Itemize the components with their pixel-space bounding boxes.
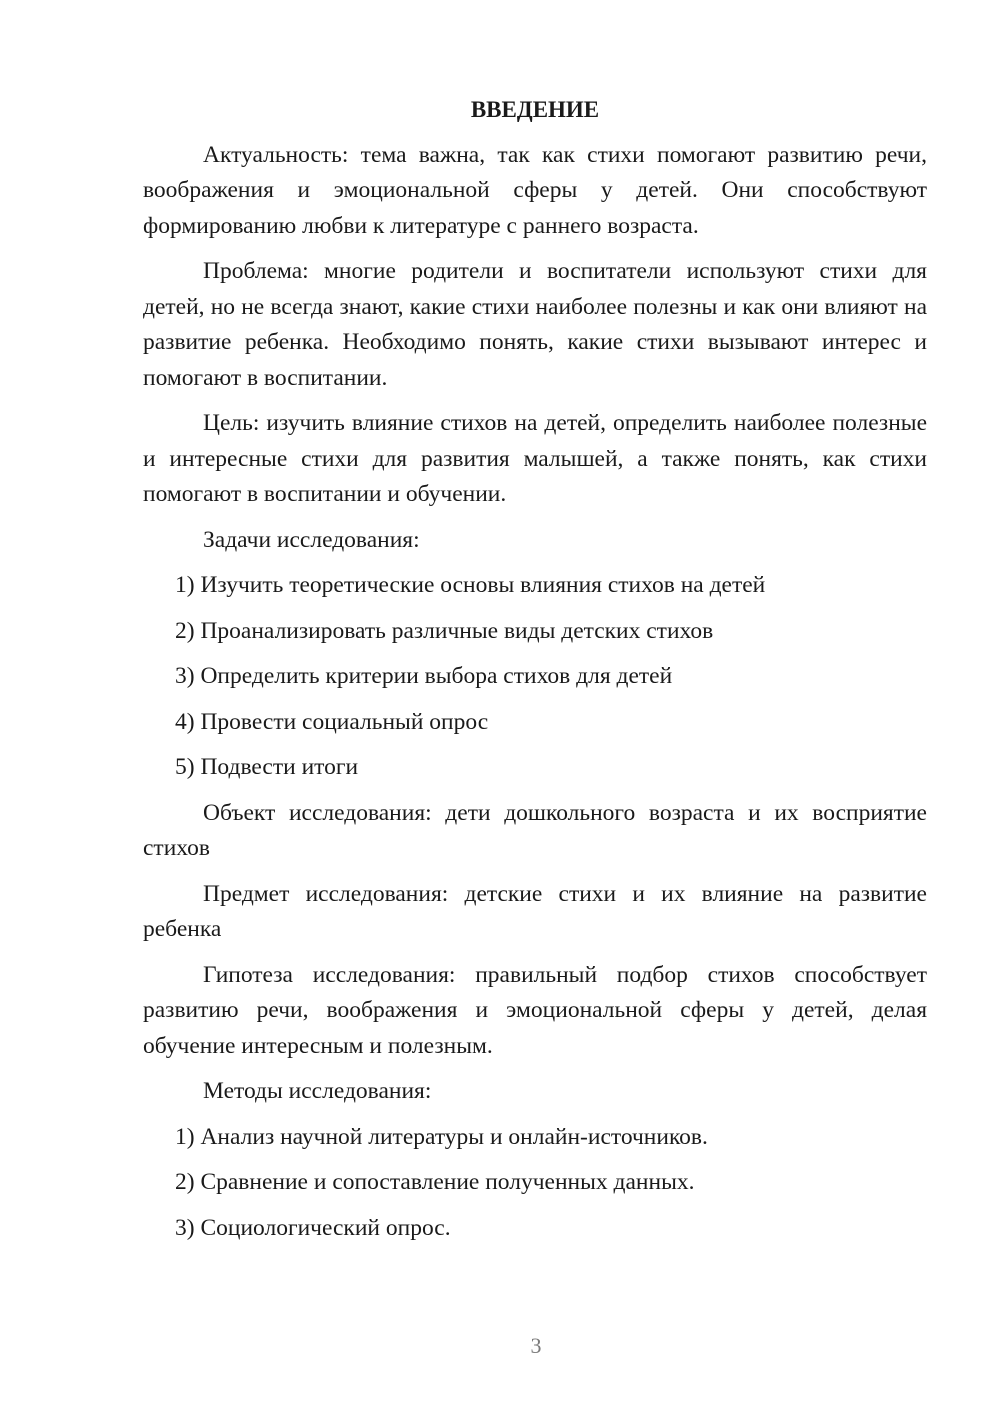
method-item: 1) Анализ научной литературы и онлайн-источников.	[175, 1123, 708, 1150]
method-item: 2) Сравнение и сопоставление полученных данных.	[175, 1169, 695, 1195]
page-title: ВВЕДЕНИЕ	[470, 97, 600, 122]
task-item: 4) Провести социальный опрос	[175, 708, 489, 735]
page-content	[143, 92, 927, 1256]
methods-heading: Методы исследования:	[203, 1078, 432, 1104]
method-item: 3) Социологический опрос.	[175, 1214, 451, 1241]
page-number: 3	[530, 1333, 542, 1358]
tasks-heading: Задачи исследования:	[203, 526, 420, 553]
subject-paragraph: Предмет исследования: детские стихи и их влияние на развитие ребенка	[143, 880, 927, 942]
object-paragraph: Объект исследования: дети дошкольного возраста и их восприятие стихов	[143, 799, 927, 861]
tasks-list	[143, 568, 927, 786]
methods-list	[143, 1120, 927, 1247]
task-item: 3) Определить критерии выбора стихов для детей	[175, 663, 673, 689]
task-item: 1) Изучить теоретические основы влияния стихов на детей	[175, 572, 766, 598]
hypothesis-paragraph: Гипотеза исследования: правильный подбор стихов способствует развитию речи, воображения и эмоциональной сферы у детей, делая обучение интересным и полезным.	[143, 961, 927, 1059]
problem-paragraph: Проблема: многие родители и воспитатели используют стихи для детей, но не всегда знают, какие стихи наиболее полезны и как они влияют на развитие ребенка. Необходимо понять, какие стихи вызывают интерес и помогают в воспитании.	[143, 258, 927, 391]
goal-paragraph: Цель: изучить влияние стихов на детей, определить наиболее полезные и интересные стихи для развития малышей, а также понять, как стихи помогают в воспитании и обучении.	[143, 410, 927, 507]
task-item: 2) Проанализировать различные виды детских стихов	[175, 617, 714, 644]
task-item: 5) Подвести итоги	[175, 754, 359, 780]
relevance-paragraph: Актуальность: тема важна, так как стихи помогают развитию речи, воображения и эмоциональной сферы у детей. Они способствуют формированию любви к литературе с раннего возраста.	[143, 141, 927, 239]
